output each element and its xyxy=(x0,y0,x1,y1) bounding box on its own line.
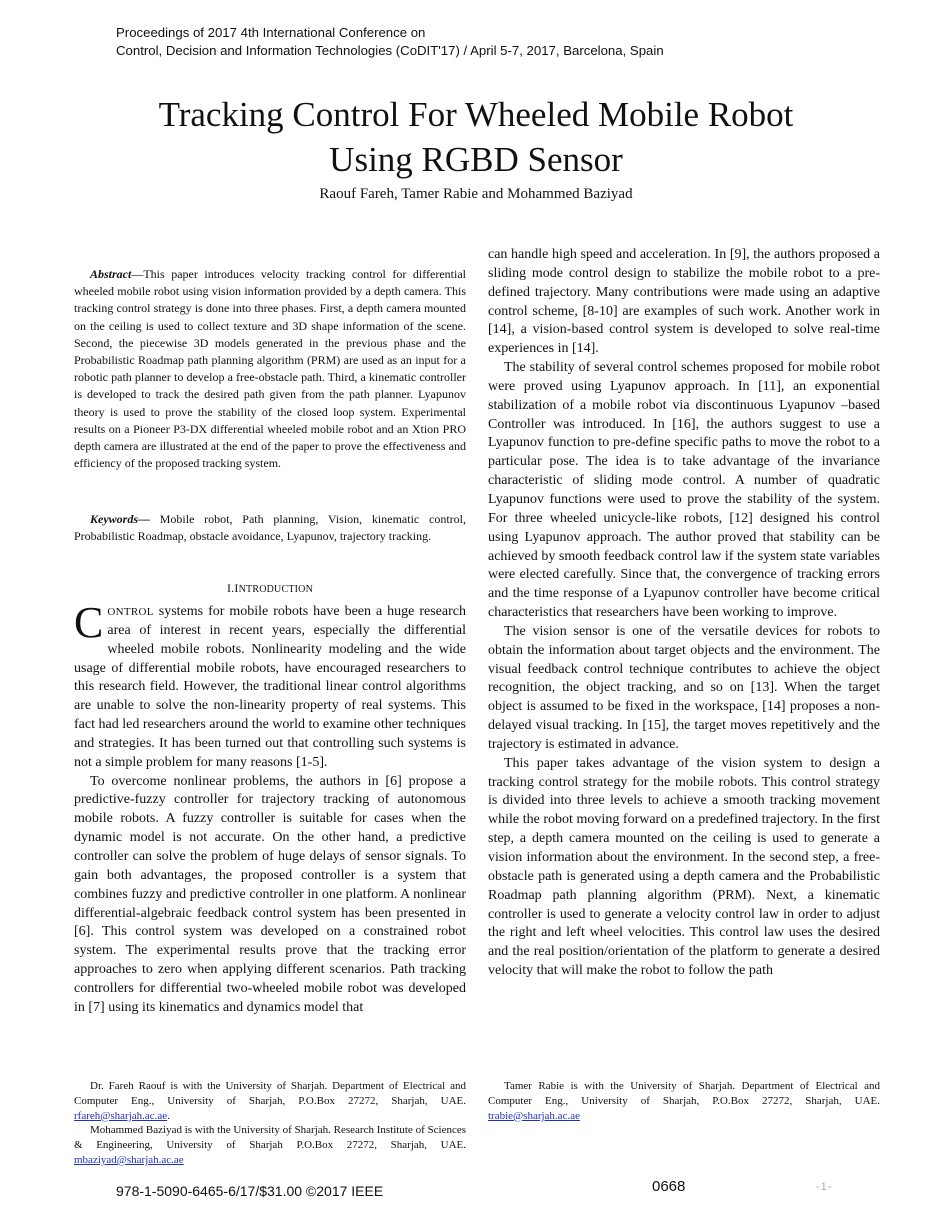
intro-paragraph-2: To overcome nonlinear problems, the authors in [6] propose a predictive-fuzzy controller for trajectory tracking of autonomous mobile robots. A fuzzy controller is suitable for cases when the dynamic model is not accurate. On the other hand, a predictive controller can solve the problem of huge delays of sensor signals. To gain both advantages, the proposed controller is a system that combines fuzzy and predictive controller in one platform. A nonlinear differential-algebraic feedback control system has been presented in [6]. This control system was developed on a constrained robot system. The experimental results prove that the tracking error approaches to zero when applying different scenarios. Path tracking controllers for differential two-wheeled mobile robot was developed in [7] using its kinematics and dynamics model that xyxy=(74,773,466,1015)
keywords-label: Keywords xyxy=(90,512,138,526)
author-list: Raouf Fareh, Tamer Rabie and Mohammed Baziyad xyxy=(319,186,633,202)
right-column-body xyxy=(488,246,880,981)
intro-paragraph-6: This paper takes advantage of the vision system to design a tracking control strategy for the mobile robots. This control strategy is divided into three levels to achieve a smooth tracking movement while the robot moving forward on a predefined trajectory. In the first step, a depth camera mounted on the ceiling is used to generate a vision information about the environment. In the second step, a free-obstacle path is generated using a depth camera and the Probabilistic Roadmap path planning algorithm (PRM). Next, a kinematic controller is used to generate a velocity control law in order to adjust the right and left wheel velocities. This control law uses the desired and the real position/orientation of the platform to generate a desired velocity that will make the robot to follow the path xyxy=(488,755,880,979)
email-link-fareh[interactable]: rfareh@sharjah.ac.ae xyxy=(74,1109,168,1122)
footnote-fareh-text: Dr. Fareh Raouf is with the University of Sharjah. Department of Electrical and Computer Eng., University of Sharjah, P.O.Box 27272, Sharjah, UAE. xyxy=(74,1080,466,1107)
intro-paragraph-4: The stability of several control schemes proposed for mobile robot were proved using Lyapunov approach. In [11], an exponential stabilization of a mobile robot via discontinuous Lyapunov –based Controller was introduced. In [16], the authors suggest to use a Lyapunov function to pre-define specific paths to move the robot to a particular pose. The idea is to take advantage of the invariance characteristic of sliding mode control. A number of quadratic Lyapunov functions were used to prove the stability of the system. For three wheeled unicycle-like robots, [12] designed his control using Lyapunov approach. The author proved that stability can be achieved by smooth feedback control law if the system state variables were elected carefully. Since that, the convergence of tracking errors and the time response of a Lyapunov controller have become critical characteristics that researchers have been working to improve. xyxy=(488,360,880,621)
footnote-rabie-text: Tamer Rabie is with the University of Sharjah. Department of Electrical and Computer Eng., University of Sharjah, P.O.Box 27272, Sharjah, UAE. xyxy=(488,1080,880,1107)
footer-page-mark: -1- xyxy=(816,1181,833,1193)
footnotes-left xyxy=(74,1079,466,1168)
footnote-fareh: Dr. Fareh Raouf is with the University of Sharjah. Department of Electrical and Computer Eng., University of Sharjah, P.O.Box 27272, Sharjah, UAE. rfareh@sharjah.ac.ae. xyxy=(74,1080,466,1122)
footnotes-right xyxy=(488,1079,880,1123)
left-column-body xyxy=(74,598,466,1018)
intro-paragraph-5: The vision sensor is one of the versatile devices for robots to obtain the information about target objects and the environment. The visual feedback control technique contributes to achieve the object recognition, the object tracking, and so on [13]. When the target object is assumed to be fixed in the workspace, [14] proposes a non-delayed visual tracking. In [15], the target moves repetitively and the trajectory is estimated in advance. xyxy=(488,623,880,752)
footer-isbn: 978-1-5090-6465-6/17/$31.00 ©2017 IEEE xyxy=(116,1183,384,1199)
keywords-dash: — xyxy=(138,512,150,526)
keywords-text: Mobile robot, Path planning, Vision, kinematic control, Probabilistic Roadmap, obstacle avoidance, Lyapunov, trajectory tracking. xyxy=(74,512,466,544)
section-initial: I xyxy=(234,581,239,595)
intro-paragraph-3: can handle high speed and acceleration. In [9], the authors proposed a sliding mode control design to stabilize the mobile robot to a pre-defined trajectory. Many contributions were made using an adaptive control scheme, [8-10] are examples of such work. Another work in [14], a vision-based control system is developed to solve real-time experiences in [14]. xyxy=(488,247,880,357)
intro-paragraph-1-text: systems for mobile robots have been a huge research area of interest in recent years, especially the differential wheeled mobile robots. Nonlinearity modeling and the wide usage of differential mobile robots, have encouraged researchers to this research field. However, the traditional linear control algorithms are unable to solve the non-linearity property of real systems. This fact had led researchers around the world to examine other techniques and strategies. It has been turned out that controlling such systems is not a simple problem for many reasons [1-5]. xyxy=(74,604,466,770)
footnote-baziyad xyxy=(74,1123,466,1167)
footer-page-number: 0668 xyxy=(652,1178,686,1195)
email-link-rabie[interactable]: trabie@sharjah.ac.ae xyxy=(488,1109,580,1122)
paper-title-line2: Using RGBD Sensor xyxy=(329,140,623,179)
email-link-baziyad[interactable]: mbaziyad@sharjah.ac.ae xyxy=(74,1153,184,1166)
section-numeral: I. xyxy=(226,581,235,595)
section-title-rest: NTRODUCTION xyxy=(238,584,314,595)
abstract xyxy=(74,266,466,472)
abstract-text: This paper introduces velocity tracking control for differential wheeled mobile robot using vision information provided by a depth camera. This tracking control strategy is done into three phases. First, a depth camera mounted on the ceiling is used to collect texture and 3D shape information of the scene. Second, the piecewise 3D models generated in the previous phase and the Probabilistic Roadmap path planning algorithm (PRM) are used as an input for a robotic path planner to develop a free-obstacle path. Third, a kinematic controller is developed to track the desired path given from the path planner. Lyapunov theory is used to prove the stability of the closed loop system. Experimental results on a Pioneer P3-DX differential wheeled mobile robot and an Xtion PRO depth camera are illustrated at the end of the paper to prove the effectiveness and efficiency of the proposed tracking system. xyxy=(74,267,466,471)
section-heading-introduction xyxy=(74,581,466,596)
footnote-rabie xyxy=(488,1079,880,1123)
abstract-dash: — xyxy=(131,267,144,281)
drop-cap: C xyxy=(74,598,104,647)
conference-header-line1: Proceedings of 2017 4th International Conference on xyxy=(116,25,426,40)
conference-header xyxy=(116,24,664,60)
paper-title-line1: Tracking Control For Wheeled Mobile Robot xyxy=(158,95,794,134)
footnote-baziyad-text: Mohammed Baziyad is with the University of Sharjah. Research Institute of Sciences & Engineering, University of Sharjah P.O.Box 27272, Sharjah, UAE. xyxy=(74,1124,466,1152)
intro-smallcaps: ONTROL xyxy=(107,606,154,618)
intro-paragraph-1 xyxy=(74,598,466,773)
conference-header-line2: Control, Decision and Information Technologies (CoDIT'17) / April 5-7, 2017, Barcelona, Spain xyxy=(116,43,664,58)
paper-title xyxy=(0,92,952,182)
keywords xyxy=(74,511,466,545)
abstract-label: Abstract xyxy=(90,267,132,281)
